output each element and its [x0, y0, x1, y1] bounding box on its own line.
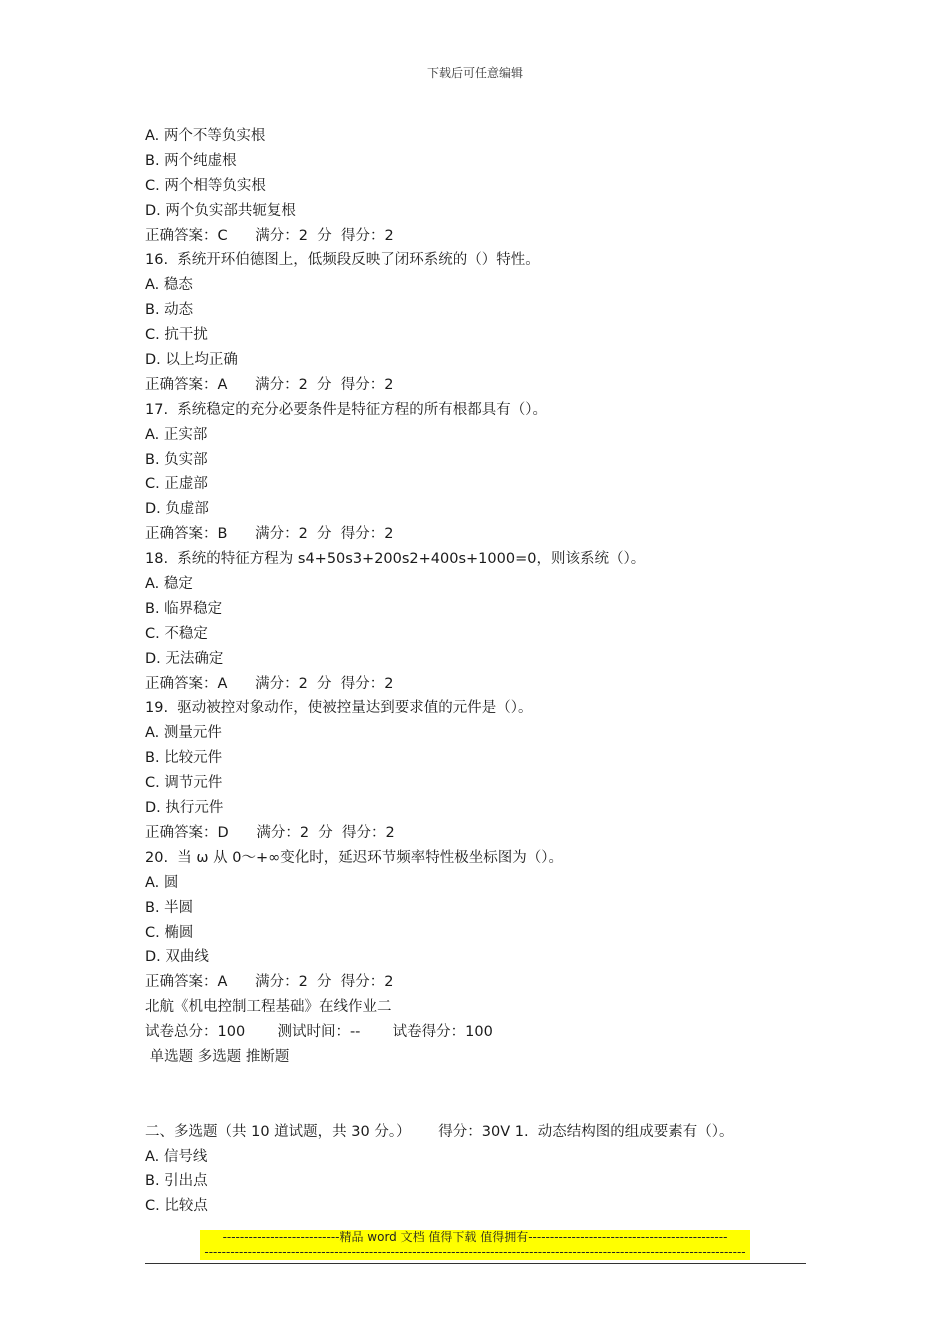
text-line: B. 负实部: [145, 451, 208, 468]
footer-divider: [145, 1263, 806, 1264]
text-line: A. 圆: [145, 874, 179, 891]
text-line: D. 两个负实部共轭复根: [145, 202, 296, 219]
text-line: C. 不稳定: [145, 625, 208, 642]
text-line: B. 引出点: [145, 1173, 208, 1190]
answer-line: 正确答案：B 满分：2 分 得分：2: [145, 526, 394, 543]
footer-line: ---------------------------精品 word 文档 值得下载 值得拥有----------------------------------------------: [222, 1230, 728, 1244]
text-line: D. 双曲线: [145, 949, 209, 966]
question-line: 20. 当 ω 从 0～+∞变化时，延迟环节频率特性极坐标图为（）。: [145, 849, 563, 866]
text-line: A. 稳态: [145, 277, 193, 294]
question-type-tabs: 单选题 多选题 推断题: [145, 1048, 290, 1065]
footer-line: -----------------------------------------------------------------------------------------------------------------------------: [204, 1245, 746, 1259]
text-line: D. 执行元件: [145, 800, 224, 817]
text-line: C. 调节元件: [145, 775, 223, 792]
text-line: A. 正实部: [145, 426, 208, 443]
text-line: B. 半圆: [145, 899, 194, 916]
blank-line: [145, 1095, 825, 1120]
text-line: D. 负虚部: [145, 501, 209, 518]
text-line: D. 以上均正确: [145, 352, 238, 369]
text-line: C. 比较点: [145, 1198, 208, 1215]
page-header: 下载后可任意编辑: [426, 66, 523, 80]
text-line: C. 两个相等负实根: [145, 177, 266, 194]
question-line: 19. 驱动被控对象动作，使被控量达到要求值的元件是（）。: [145, 700, 533, 717]
question-line: 18. 系统的特征方程为 s4+50s3+200s2+400s+1000=0，则该系统（）。: [145, 551, 646, 568]
text-line: A. 两个不等负实根: [145, 128, 266, 144]
text-line: A. 信号线: [145, 1148, 208, 1165]
text-line: C. 正虚部: [145, 476, 208, 493]
answer-line: 正确答案：C 满分：2 分 得分：2: [145, 227, 394, 244]
text-line: D. 无法确定: [145, 650, 224, 667]
text-line: B. 比较元件: [145, 750, 223, 767]
answer-line: 正确答案：A 满分：2 分 得分：2: [145, 675, 394, 692]
text-line: A. 测量元件: [145, 725, 222, 742]
question-line: 17. 系统稳定的充分必要条件是特征方程的所有根都具有（）。: [145, 401, 548, 418]
section-heading: 二、多选题（共 10 道试题，共 30 分。） 得分：30V 1. 动态结构图的组成要素有（）。: [145, 1123, 734, 1140]
question-line: 16. 系统开环伯德图上，低频段反映了闭环系统的（）特性。: [145, 252, 540, 269]
blank-line: [145, 1070, 825, 1095]
text-line: C. 椭圆: [145, 924, 194, 941]
section-title: 北航《机电控制工程基础》在线作业二: [145, 999, 392, 1016]
text-line: B. 两个纯虚根: [145, 152, 237, 169]
text-line: B. 动态: [145, 302, 194, 319]
answer-line: 正确答案：A 满分：2 分 得分：2: [145, 376, 394, 393]
text-line: B. 临界稳定: [145, 600, 223, 617]
answer-line: 正确答案：A 满分：2 分 得分：2: [145, 974, 394, 991]
footer-banner: [200, 1230, 750, 1260]
text-line: C. 抗干扰: [145, 327, 208, 344]
exam-summary: 试卷总分：100 测试时间：-- 试卷得分：100: [145, 1024, 493, 1041]
answer-line: 正确答案：D 满分：2 分 得分：2: [145, 824, 395, 841]
text-line: A. 稳定: [145, 576, 193, 593]
document-body: [145, 124, 825, 1219]
